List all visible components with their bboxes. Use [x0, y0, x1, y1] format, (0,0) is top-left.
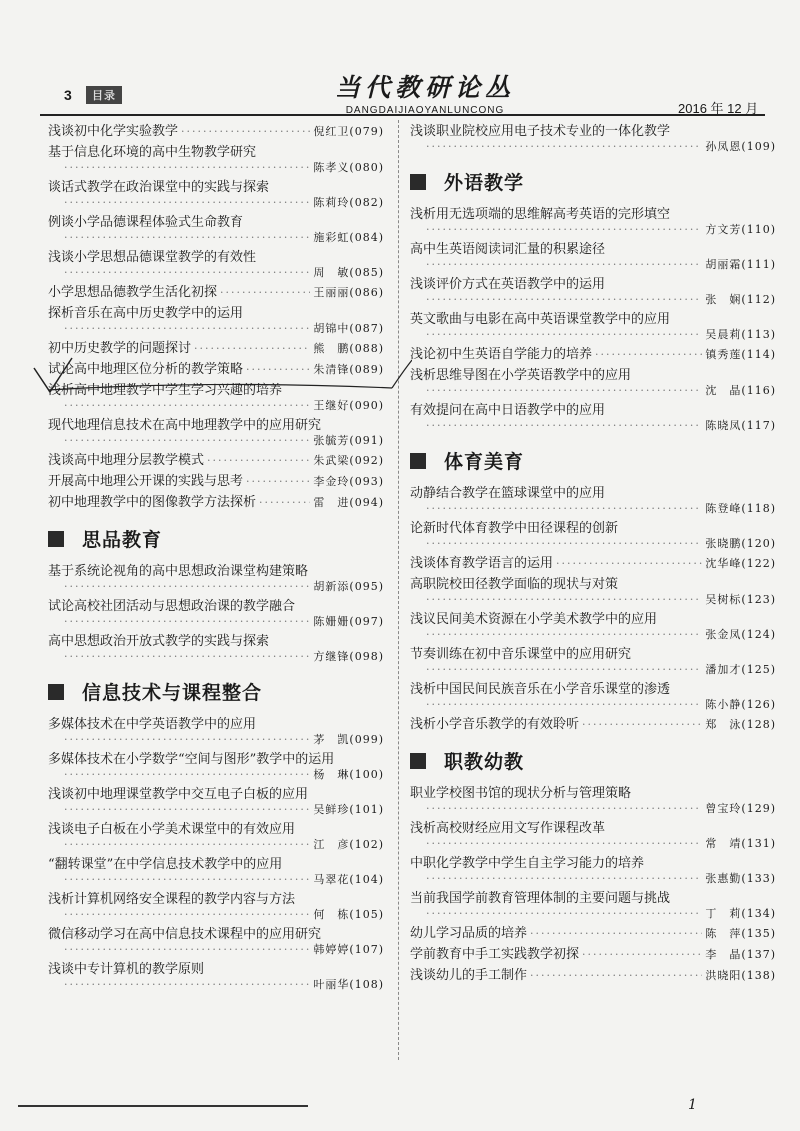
toc-entry [410, 926, 776, 942]
entry-author-page: 朱清锋(089) [313, 363, 384, 376]
entry-author-page: 周 敏(085) [313, 266, 384, 279]
entry-title: 浅析高中地理教学中学生学习兴趣的培养 [48, 383, 283, 398]
toc-entry [410, 717, 776, 733]
entry-title: 浅谈高中地理分层教学模式 [48, 453, 205, 468]
entry-title: 初中历史教学的问题探讨 [48, 341, 192, 356]
section-title: 外语教学 [444, 172, 525, 194]
leader-dots [64, 733, 309, 747]
entry-title: 节奏训练在初中音乐课堂中的应用研究 [410, 647, 632, 662]
leader-dots [64, 266, 309, 280]
entry-author-page: 张毓芳(091) [313, 434, 384, 447]
entry-author-page: 方继锋(098) [313, 650, 384, 663]
section-tag: 目录 [86, 86, 122, 104]
left-group-2 [48, 564, 384, 664]
entry-title: 浅析用无选项端的思维解高考英语的完形填空 [410, 207, 671, 222]
leader-dots [64, 803, 309, 817]
leader-dots [207, 453, 310, 469]
leader-dots [426, 663, 701, 677]
entry-title: 浅谈初中化学实验教学 [48, 124, 179, 139]
entry-title: 多媒体技术在小学数学“空间与图形”教学中的运用 [48, 752, 335, 767]
toc-entry [410, 891, 776, 921]
toc-entry [48, 892, 384, 922]
toc-entry [48, 787, 384, 817]
right-group-3 [410, 786, 776, 984]
toc-entry [410, 486, 776, 516]
entry-author-page: 施彩虹(084) [313, 231, 384, 244]
toc-entry [410, 242, 776, 272]
right-column [410, 124, 776, 989]
toc-entry [410, 856, 776, 886]
entry-author-page: 孙凤恩(109) [705, 140, 776, 153]
leader-dots [64, 399, 309, 413]
leader-dots [64, 615, 309, 629]
entry-title: 浅谈评价方式在英语教学中的运用 [410, 277, 606, 292]
entry-title: 小学思想品德教学生活化初探 [48, 285, 218, 300]
leader-dots [426, 293, 701, 307]
leader-dots [426, 537, 701, 551]
footer-rule [18, 1105, 308, 1107]
toc-entry [410, 821, 776, 851]
toc-entry [48, 306, 384, 336]
entry-author-page: 陈姗姗(097) [313, 615, 384, 628]
toc-entry [48, 474, 384, 490]
leader-dots [64, 196, 309, 210]
entry-title: 基于信息化环境的高中生物教学研究 [48, 145, 257, 160]
entry-author-page: 张金凤(124) [705, 628, 776, 641]
leader-dots [426, 872, 701, 886]
entry-title: 多媒体技术在中学英语教学中的应用 [48, 717, 257, 732]
section-title: 信息技术与课程整合 [82, 682, 263, 704]
left-group-1 [48, 124, 384, 511]
toc-entry [48, 250, 384, 280]
entry-author-page: 陈 萍(135) [705, 927, 776, 940]
toc-entry [48, 145, 384, 175]
entry-author-page: 马翠花(104) [313, 873, 384, 886]
leader-dots [426, 837, 701, 851]
entry-author-page: 韩婷婷(107) [313, 943, 384, 956]
section-square-icon [410, 453, 426, 469]
entry-title: 浅析高校财经应用文写作课程改革 [410, 821, 606, 836]
toc-entry [48, 634, 384, 664]
toc-entry [410, 556, 776, 572]
entry-author-page: 吴晨莉(113) [705, 328, 776, 341]
entry-author-page: 雷 进(094) [313, 496, 384, 509]
entry-author-page: 陈小静(126) [705, 698, 776, 711]
entry-author-page: 胡锦中(087) [313, 322, 384, 335]
entry-title: 高职院校田径教学面临的现状与对策 [410, 577, 619, 592]
entry-author-page: 陈莉玲(082) [313, 196, 384, 209]
journal-title: 当代教研论丛 [334, 73, 515, 102]
leader-dots [64, 838, 309, 852]
entry-title: 中职化学教学中学生自主学习能力的培养 [410, 856, 645, 871]
leader-dots [530, 926, 702, 942]
entry-author-page: 曾宝玲(129) [705, 802, 776, 815]
leader-dots [64, 873, 309, 887]
header-rule [40, 114, 765, 116]
journal-masthead [330, 68, 520, 116]
page-number: 3 [64, 87, 72, 103]
toc-entry [48, 418, 384, 448]
leader-dots [64, 768, 309, 782]
toc-entry [410, 647, 776, 677]
entry-title: 浅谈小学思想品德课堂教学的有效性 [48, 250, 257, 265]
entry-author-page: 叶丽华(108) [313, 978, 384, 991]
entry-author-page: 胡丽霜(111) [705, 258, 776, 271]
entry-title: 谈话式教学在政治课堂中的实践与探索 [48, 180, 270, 195]
toc-entry [410, 403, 776, 433]
section-square-icon [410, 753, 426, 769]
entry-author-page: 沈 晶(116) [705, 384, 776, 397]
leader-dots [64, 650, 309, 664]
entry-title: 浅谈幼儿的手工制作 [410, 968, 528, 983]
entry-author-page: 方文芳(110) [705, 223, 776, 236]
leader-dots [426, 419, 701, 433]
right-group-0 [410, 124, 776, 154]
entry-title: 浅谈体育教学语言的运用 [410, 556, 554, 571]
entry-author-page: 朱武梁(092) [313, 454, 384, 467]
page-mark: 1 [688, 1097, 697, 1113]
leader-dots [426, 223, 701, 237]
section-square-icon [48, 531, 64, 547]
entry-title: 试论高中地理区位分析的教学策略 [48, 362, 244, 377]
leader-dots [426, 502, 701, 516]
section-heading [410, 168, 776, 195]
leader-dots [64, 161, 309, 175]
entry-title: 浅谈职业院校应用电子技术专业的一体化教学 [410, 124, 671, 139]
entry-title: 浅论初中生英语自学能力的培养 [410, 347, 593, 362]
left-column [48, 124, 384, 997]
section-heading [410, 747, 776, 774]
right-group-1 [410, 207, 776, 433]
toc-entry [410, 124, 776, 154]
toc-entry [48, 822, 384, 852]
entry-title: 浅谈中专计算机的教学原则 [48, 962, 205, 977]
entry-author-page: 陈孝义(080) [313, 161, 384, 174]
entry-title: 试论高校社团活动与思想政治课的教学融合 [48, 599, 296, 614]
toc-entry [48, 453, 384, 469]
entry-author-page: 镇秀莲(114) [705, 348, 776, 361]
leader-dots [181, 124, 310, 140]
leader-dots [426, 698, 701, 712]
entry-author-page: 张 娴(112) [705, 293, 776, 306]
entry-title: 动静结合教学在篮球课堂中的应用 [410, 486, 606, 501]
entry-title: 浅析中国民间民族音乐在小学音乐课堂的渗透 [410, 682, 671, 697]
entry-author-page: 江 彦(102) [313, 838, 384, 851]
entry-author-page: 倪红卫(079) [313, 125, 384, 138]
toc-entry [410, 277, 776, 307]
entry-author-page: 陈登峰(118) [705, 502, 776, 515]
leader-dots [426, 140, 701, 154]
toc-entry [410, 577, 776, 607]
entry-author-page: 何 栋(105) [313, 908, 384, 921]
entry-author-page: 王继好(090) [313, 399, 384, 412]
toc-entry [410, 207, 776, 237]
leader-dots [64, 231, 309, 245]
leader-dots [595, 347, 702, 363]
left-group-3 [48, 717, 384, 992]
column-divider [398, 120, 399, 1060]
leader-dots [64, 322, 309, 336]
entry-title: 浅谈初中地理课堂教学中交互电子白板的应用 [48, 787, 309, 802]
toc-entry [48, 215, 384, 245]
leader-dots [426, 258, 701, 272]
leader-dots [556, 556, 702, 572]
entry-author-page: 茅 凯(099) [313, 733, 384, 746]
leader-dots [246, 474, 310, 490]
entry-author-page: 潘加才(125) [705, 663, 776, 676]
toc-entry [410, 786, 776, 816]
section-title: 体育美育 [444, 451, 525, 473]
leader-dots [64, 978, 309, 992]
leader-dots [426, 593, 701, 607]
section-title: 思品教育 [82, 529, 163, 551]
leader-dots [64, 580, 309, 594]
entry-title: 当前我国学前教育管理体制的主要问题与挑战 [410, 891, 671, 906]
section-square-icon [48, 684, 64, 700]
leader-dots [426, 802, 701, 816]
toc-entry [410, 347, 776, 363]
toc-entry [48, 962, 384, 992]
toc-entry [48, 564, 384, 594]
section-title: 职教幼教 [444, 751, 525, 773]
entry-author-page: 杨 琳(100) [313, 768, 384, 781]
section-heading [48, 525, 384, 552]
leader-dots [259, 495, 310, 511]
toc-entry [48, 495, 384, 511]
entry-title: 论新时代体育教学中田径课程的创新 [410, 521, 619, 536]
entry-title: 浅析小学音乐教学的有效聆听 [410, 717, 580, 732]
toc-entry [410, 521, 776, 551]
entry-title: 幼儿学习品质的培养 [410, 926, 528, 941]
leader-dots [426, 328, 701, 342]
leader-dots [426, 384, 701, 398]
leader-dots [426, 907, 701, 921]
entry-title: 职业学校图书馆的现状分析与管理策略 [410, 786, 632, 801]
entry-title: “翻转课堂”在中学信息技术教学中的应用 [48, 857, 283, 872]
toc-entry [410, 682, 776, 712]
leader-dots [582, 947, 702, 963]
entry-author-page: 郑 泳(128) [705, 718, 776, 731]
entry-title: 浅谈电子白板在小学美术课堂中的有效应用 [48, 822, 296, 837]
journal-pinyin: DANGDAIJIAOYANLUNCONG [345, 105, 505, 116]
entry-title: 浅析思维导图在小学英语教学中的应用 [410, 368, 632, 383]
toc-entry [48, 927, 384, 957]
entry-title: 浅议民间美术资源在小学美术教学中的应用 [410, 612, 658, 627]
entry-author-page: 张惠勤(133) [705, 872, 776, 885]
toc-entry [48, 180, 384, 210]
entry-author-page: 吴树标(123) [705, 593, 776, 606]
issue-date: 2016 年 12 月 [678, 101, 759, 116]
entry-author-page: 吴鲜珍(101) [313, 803, 384, 816]
entry-author-page: 李金玲(093) [313, 475, 384, 488]
entry-author-page: 胡新添(095) [313, 580, 384, 593]
entry-title: 英文歌曲与电影在高中英语课堂教学中的应用 [410, 312, 671, 327]
section-heading [48, 678, 384, 705]
leader-dots [220, 285, 310, 301]
leader-dots [64, 908, 309, 922]
section-heading [410, 447, 776, 474]
toc-entry [48, 285, 384, 301]
entry-author-page: 洪晓阳(138) [705, 969, 776, 982]
toc-entry [48, 752, 384, 782]
entry-author-page: 常 靖(131) [705, 837, 776, 850]
entry-author-page: 熊 鹏(088) [313, 342, 384, 355]
entry-author-page: 张晓鹏(120) [705, 537, 776, 550]
right-group-2 [410, 486, 776, 733]
section-square-icon [410, 174, 426, 190]
leader-dots [530, 968, 702, 984]
handwritten-check-mark [12, 340, 412, 400]
entry-title: 基于系统论视角的高中思想政治课堂构建策略 [48, 564, 309, 579]
entry-title: 例谈小学品德课程体验式生命教育 [48, 215, 244, 230]
entry-title: 微信移动学习在高中信息技术课程中的应用研究 [48, 927, 322, 942]
leader-dots [426, 628, 701, 642]
entry-author-page: 陈晓凤(117) [705, 419, 776, 432]
toc-entry [410, 368, 776, 398]
entry-title: 高中生英语阅读词汇量的积累途径 [410, 242, 606, 257]
toc-entry [48, 717, 384, 747]
leader-dots [64, 943, 309, 957]
toc-entry [410, 312, 776, 342]
entry-title: 探析音乐在高中历史教学中的运用 [48, 306, 244, 321]
toc-entry [48, 599, 384, 629]
entry-author-page: 沈华峰(122) [705, 557, 776, 570]
leader-dots [64, 434, 309, 448]
entry-title: 高中思想政治开放式教学的实践与探索 [48, 634, 270, 649]
entry-author-page: 丁 莉(134) [705, 907, 776, 920]
entry-title: 浅析计算机网络安全课程的教学内容与方法 [48, 892, 296, 907]
toc-entry [410, 947, 776, 963]
leader-dots [582, 717, 702, 733]
entry-title: 初中地理教学中的图像教学方法探析 [48, 495, 257, 510]
toc-entry [410, 968, 776, 984]
toc-entry [48, 124, 384, 140]
entry-title: 开展高中地理公开课的实践与思考 [48, 474, 244, 489]
entry-title: 学前教育中手工实践教学初探 [410, 947, 580, 962]
entry-title: 现代地理信息技术在高中地理教学中的应用研究 [48, 418, 322, 433]
toc-entry [48, 857, 384, 887]
entry-author-page: 李 晶(137) [705, 948, 776, 961]
toc-entry [410, 612, 776, 642]
entry-title: 有效提问在高中日语教学中的应用 [410, 403, 606, 418]
entry-author-page: 王丽丽(086) [313, 286, 384, 299]
